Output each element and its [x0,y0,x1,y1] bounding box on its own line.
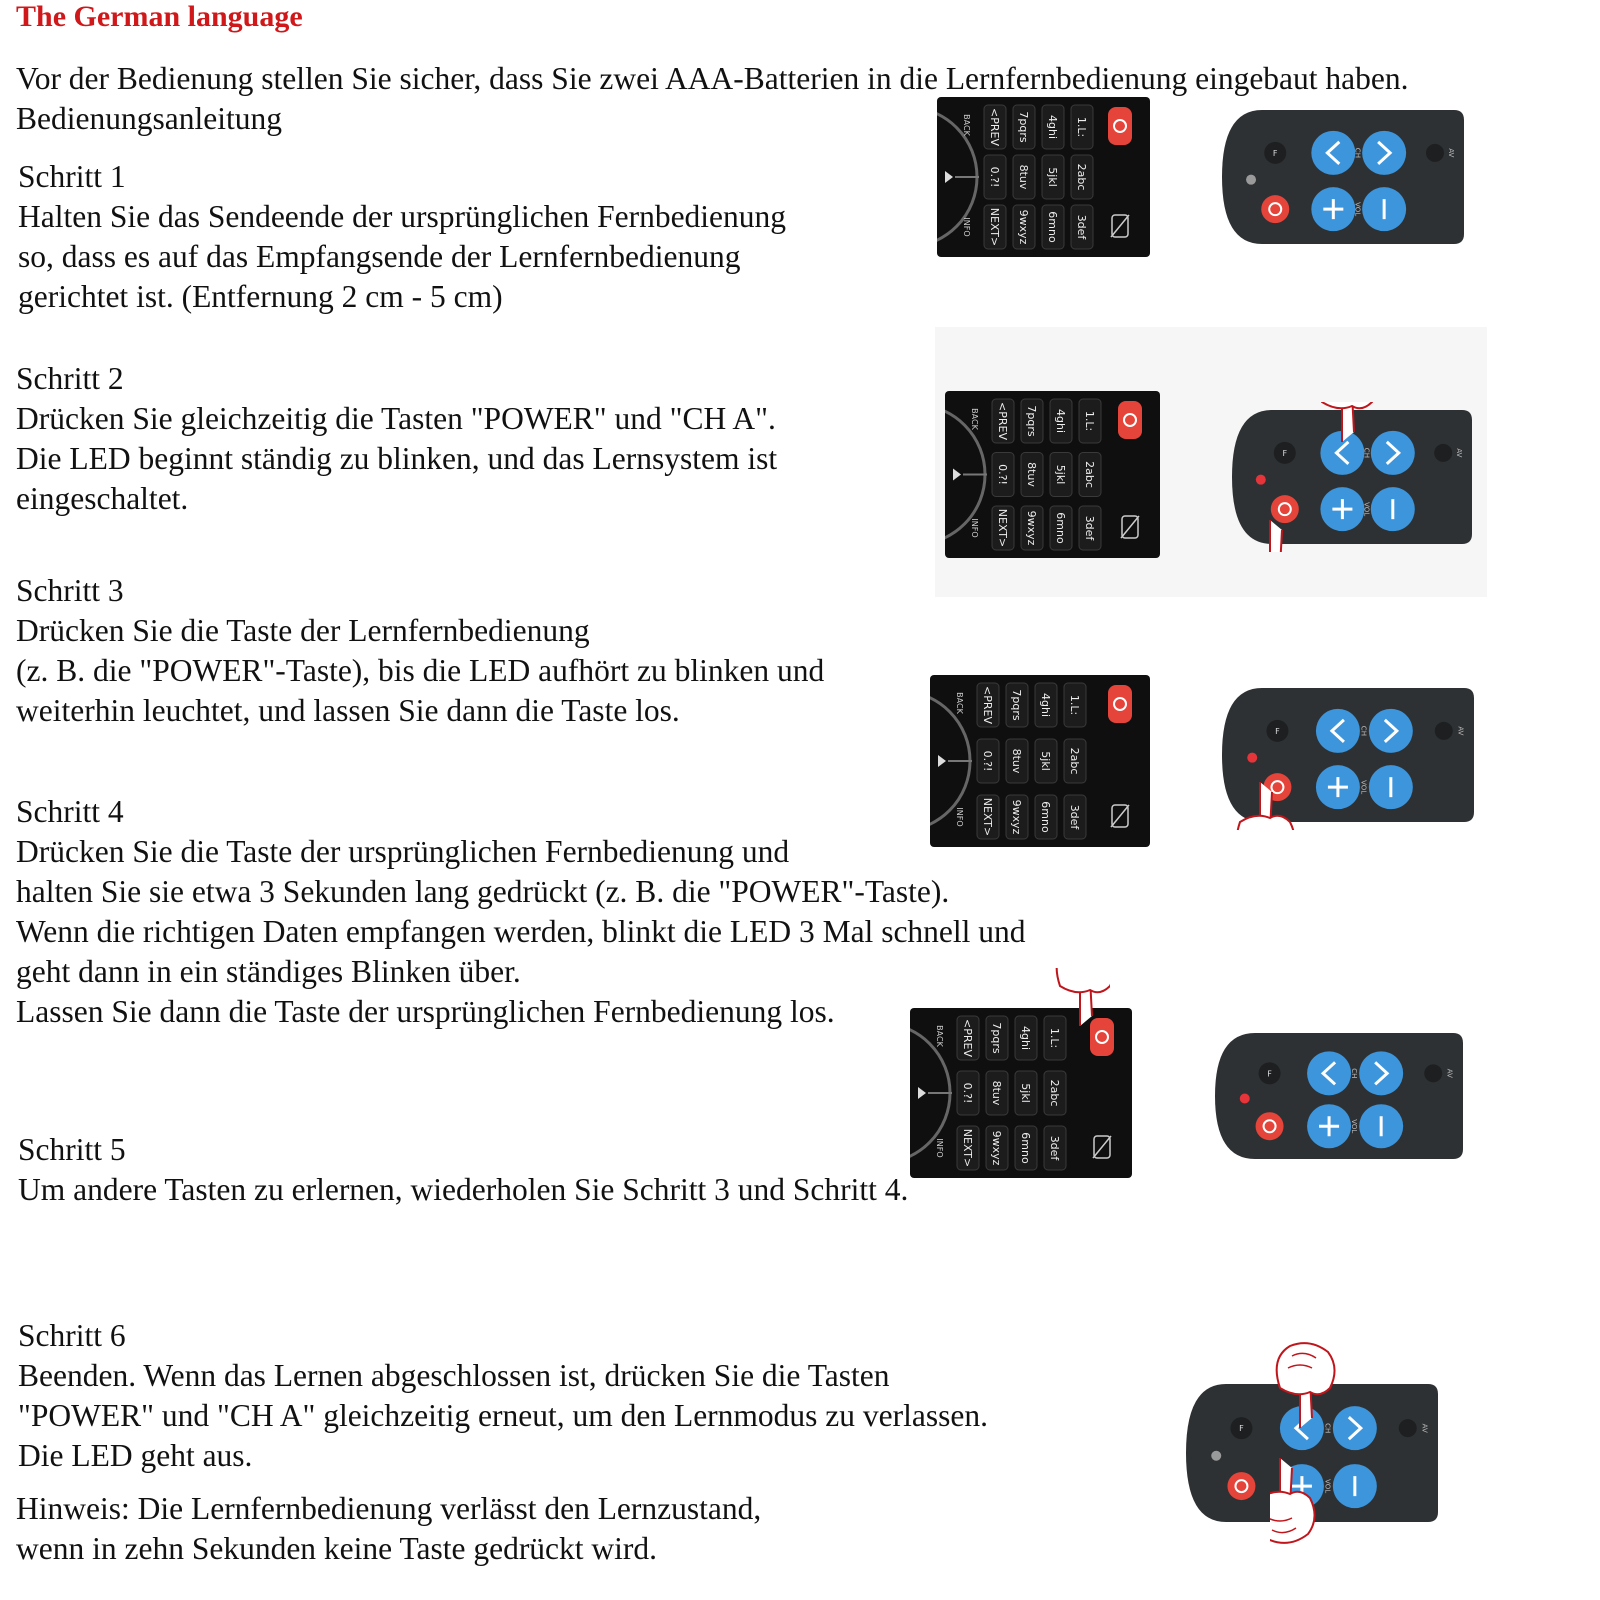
remote-key-label [1048,1136,1061,1162]
remote-key-label [1010,749,1023,774]
step-4-line: geht dann in ein ständiges Blinken über. [16,954,521,989]
learning-remote-illustration [1212,680,1484,830]
remote-key-text: <PREV [961,1019,974,1057]
side-key-label [962,217,971,236]
remote-key-label [1039,693,1052,717]
side-key-text: BACK [955,692,964,714]
ch-label-text: CH [1359,725,1368,736]
step-6-line: Beenden. Wenn das Lernen abgeschlossen ist, drücken Sie die Tasten [18,1358,890,1393]
remote-key-label [1010,689,1023,720]
step-4-hand-overlay [1000,968,1110,1068]
ch-label [1359,726,1367,736]
func-label: F [1282,448,1288,458]
remote-key-text: 3def [1083,515,1096,541]
remote-key-text: 9wxyz [1010,799,1023,835]
remote-key-text: 6mno [1039,801,1052,833]
page-title: The German language [16,0,303,33]
vol-label-text: VOL [1362,502,1371,517]
intro-line: Vor der Bedienung stellen Sie sicher, dass Sie zwei AAA-Batterien in die Lernfernbedienung eingebaut haben. [16,61,1409,96]
vol-label [1354,202,1362,216]
note-line: wenn in zehn Sekunden keine Taste gedrückt wird. [16,1531,658,1566]
remote-key-label [988,167,1001,188]
func-label: F [1267,1069,1272,1079]
remote-key-text: 4ghi [1019,1025,1032,1051]
ch-up-button [1359,1051,1403,1095]
vol-label-text: VOL [1350,1119,1359,1134]
palm [1319,402,1377,408]
remote-key-text: 7pqrs [1017,111,1030,143]
av-label [1420,1424,1428,1433]
remote-key-label [1083,411,1096,431]
remote-key-label [961,1019,974,1057]
vol-label-text: VOL [1353,202,1362,217]
remote-key-text: 9wxyz [1025,510,1038,546]
step-3-heading: Schritt 3 [16,573,124,608]
pointing-hand-icon [1057,968,1110,1026]
remote-key-text: 1.L: [1083,410,1096,432]
remote-key-text: 0.?! [961,1082,974,1104]
step-2-heading: Schritt 2 [16,361,124,396]
remote-key-text: 8tuv [1025,462,1038,487]
av-button [1435,722,1453,740]
power-button [1271,495,1299,523]
av-label-text: AV [1446,148,1455,158]
func-label: F [1272,148,1278,158]
remote-key-text: <PREV [981,686,994,724]
remote-key-label [1054,409,1067,433]
power-button [1108,107,1132,145]
step-3-line: Drücken Sie die Taste der Lernfernbedienung [16,613,590,648]
remote-key-label [1068,748,1081,775]
remote-key-label [1075,215,1088,241]
step-3-line: (z. B. die "POWER"-Taste), bis die LED aufhört zu blinken und [16,653,825,688]
remote-key-label [1046,167,1059,186]
remote-key-label [1025,462,1038,487]
step-1-line: gerichtet ist. (Entfernung 2 cm - 5 cm) [18,279,503,314]
side-key-text: INFO [935,1138,944,1158]
remote-key-label [990,1131,1003,1166]
step-2-line: eingeschaltet. [16,481,189,516]
step-6-hand-overlay [1270,1318,1390,1548]
step-3-line: weiterhin leuchtet, und lassen Sie dann die Taste los. [16,693,680,728]
remote-key-label [1025,405,1038,436]
remote-key-text: 5jkl [1054,464,1067,485]
led-indicator [1246,175,1256,185]
remote-key-text: 9wxyz [1017,209,1030,245]
remote-key-text: <PREV [988,108,1001,146]
step-5-line: Um andere Tasten zu erlernen, wiederholen Sie Schritt 3 und Schritt 4. [18,1172,909,1207]
vol-label [1350,1119,1358,1133]
ch-label-text: CH [1350,1068,1359,1079]
side-key-text: BACK [962,114,971,136]
av-label-text: AV [1420,1423,1429,1433]
remote-key-text: 2abc [1075,163,1088,191]
vol-label-text: VOL [1359,780,1368,795]
ch-up-button [1362,131,1406,175]
remote-key-text: 5jkl [1019,1083,1032,1103]
intro-subheading: Bedienungsanleitung [16,101,282,136]
av-label [1447,148,1455,157]
remote-key-label [1017,111,1030,142]
vol-label [1359,780,1367,794]
remote-key-label [981,686,994,724]
remote-key-text: 6mno [1019,1132,1032,1164]
side-key-text: INFO [970,518,979,538]
remote-key-label [1054,465,1067,484]
av-label [1455,448,1463,457]
ch-label [1363,448,1371,458]
step-2-line: Drücken Sie gleichzeitig die Tasten "POWER" und "CH A". [16,401,776,436]
remote-key-text: 6mno [1054,512,1067,544]
remote-key-label [996,402,1009,440]
step-2-line: Die LED beginnt ständig zu blinken, und das Lernsystem ist [16,441,778,476]
step-4-line: Wenn die richtigen Daten empfangen werden, blinkt die LED 3 Mal schnell und [16,914,1026,949]
palm [1057,968,1110,992]
remote-key-text: 3def [1048,1135,1061,1161]
remote-key-text: NEXT> [961,1128,974,1168]
remote-key-label [1017,165,1030,190]
remote-key-text: 4ghi [1046,114,1059,140]
av-button [1434,444,1452,462]
ch-label-text: CH [1362,447,1371,458]
ch-down-button [1311,131,1355,175]
remote-key-text: 0.?! [988,166,1001,188]
learning-remote-illustration [1222,402,1482,552]
pointing-hand-icon [1277,1343,1335,1428]
remote-key-text: 0.?! [981,750,994,772]
led-indicator [1256,475,1266,485]
note-line: Hinweis: Die Lernfernbedienung verlässt den Lernzustand, [16,1491,762,1526]
side-key-label [935,1138,944,1157]
side-key-label [935,1025,944,1047]
power-button [1261,195,1289,223]
ch-up-button [1369,709,1413,753]
remote-key-text: 7pqrs [1010,689,1023,721]
step-4-line: Lassen Sie dann die Taste der ursprünglichen Fernbedienung los. [16,994,835,1029]
step-1-heading: Schritt 1 [18,159,126,194]
av-label [1456,726,1464,735]
palm [1270,1492,1315,1543]
led-indicator [1240,1094,1250,1104]
remote-key-text: 1.L: [1068,694,1081,716]
remote-key-text: 2abc [1068,747,1081,775]
remote-key-text: 6mno [1046,211,1059,243]
func-label: F [1239,1424,1244,1434]
remote-key-text: 7pqrs [1025,405,1038,437]
learning-remote-illustration [1212,102,1474,252]
remote-key-text: 4ghi [1054,408,1067,434]
av-label-text: AV [1445,1068,1454,1078]
ch-label-text: CH [1353,147,1362,158]
remote-key-text: 9wxyz [990,1130,1003,1166]
remote-key-text: NEXT> [988,207,1001,247]
remote-key-label [981,798,994,836]
side-key-label [970,408,979,430]
side-key-label [955,807,964,826]
step-4-line: Drücken Sie die Taste der ursprünglichen Fernbedienung und [16,834,790,869]
remote-key-label [1039,801,1052,833]
ch-down-button [1316,709,1360,753]
remote-key-label [996,464,1009,485]
remote-key-text: NEXT> [996,508,1009,548]
palm [1277,1343,1335,1394]
remote-key-label [1046,211,1059,243]
vol-label-text: VOL [1323,1479,1332,1494]
remote-key-text: 5jkl [1039,751,1052,771]
side-key-text: BACK [935,1025,944,1047]
ch-label [1354,148,1362,158]
original-remote-illustration [930,675,1150,847]
remote-key-label [1075,117,1088,137]
ch-label [1350,1068,1358,1078]
av-button [1399,1419,1417,1437]
power-button [1256,1112,1284,1140]
remote-key-text: 8tuv [990,1080,1003,1106]
side-key-label [970,518,979,537]
pointing-hand-icon [1270,1458,1315,1543]
remote-key-text: 8tuv [1010,748,1023,774]
remote-key-text: 2abc [1083,461,1096,488]
remote-key-label [961,1129,974,1167]
func-label: F [1275,726,1280,736]
remote-key-label [1046,115,1059,139]
ch-down-button [1307,1051,1351,1095]
remote-key-label [1068,805,1081,831]
remote-key-label [1048,1080,1061,1107]
side-key-text: INFO [962,217,971,237]
remote-key-label [1010,800,1023,835]
remote-key-text: 1.L: [1048,1027,1061,1049]
side-key-text: INFO [955,807,964,827]
step-4-line: halten Sie sie etwa 3 Sekunden lang gedrückt (z. B. die "POWER"-Taste). [16,874,950,909]
step-6-line: Die LED geht aus. [18,1438,253,1473]
remote-key-text: 4ghi [1039,692,1052,718]
remote-key-text: 2abc [1048,1079,1061,1107]
ch-up-button [1371,431,1415,475]
remote-key-text: 8tuv [1017,164,1030,190]
remote-key-text: 7pqrs [990,1022,1003,1054]
remote-key-label [1075,164,1088,191]
remote-key-text: 3def [1068,804,1081,830]
step-5-heading: Schritt 5 [18,1132,126,1167]
remote-key-text: 1.L: [1075,116,1088,138]
remote-key-label [961,1083,974,1104]
step-1-line: so, dass es auf das Empfangsende der Lernfernbedienung [18,239,741,274]
ch-label-text: CH [1323,1423,1332,1434]
remote-key-label [1083,461,1096,488]
vol-label [1363,502,1371,516]
av-button [1426,144,1444,162]
remote-key-label [990,1081,1003,1106]
side-key-label [955,692,964,714]
step-1-line: Halten Sie das Sendeende der ursprünglichen Fernbedienung [18,199,787,234]
remote-key-label [1068,695,1081,715]
side-key-text: BACK [970,408,979,430]
av-label [1446,1069,1454,1078]
power-button [1118,401,1142,439]
power-button [1108,685,1132,723]
remote-key-label [988,108,1001,146]
remote-key-label [996,509,1009,547]
av-label-text: AV [1455,448,1463,458]
led-indicator [1247,753,1257,763]
remote-key-text: NEXT> [981,797,994,837]
remote-key-label [1039,751,1052,770]
step-4-heading: Schritt 4 [16,794,124,829]
remote-key-text: 3def [1075,214,1088,240]
led-indicator [1211,1451,1221,1461]
remote-key-label [1054,512,1067,544]
remote-key-label [1019,1083,1032,1102]
remote-key-text: 5jkl [1046,167,1059,187]
remote-key-text: <PREV [996,402,1009,440]
av-button [1424,1064,1442,1082]
remote-key-label [1017,210,1030,245]
remote-key-text: 0.?! [996,464,1009,485]
power-button [1227,1472,1255,1500]
remote-key-label [1019,1132,1032,1164]
original-remote-illustration [945,391,1160,558]
learning-remote-illustration [1205,1025,1473,1167]
av-label-text: AV [1456,726,1465,736]
remote-key-label [1025,511,1038,546]
step-6-heading: Schritt 6 [18,1318,126,1353]
side-key-label [962,114,971,136]
remote-key-label [988,208,1001,246]
original-remote-illustration [937,97,1150,257]
step-6-line: "POWER" und "CH A" gleichzeitig erneut, um den Lernmodus zu verlassen. [18,1398,988,1433]
remote-key-label [981,751,994,772]
remote-key-label [1083,516,1096,542]
